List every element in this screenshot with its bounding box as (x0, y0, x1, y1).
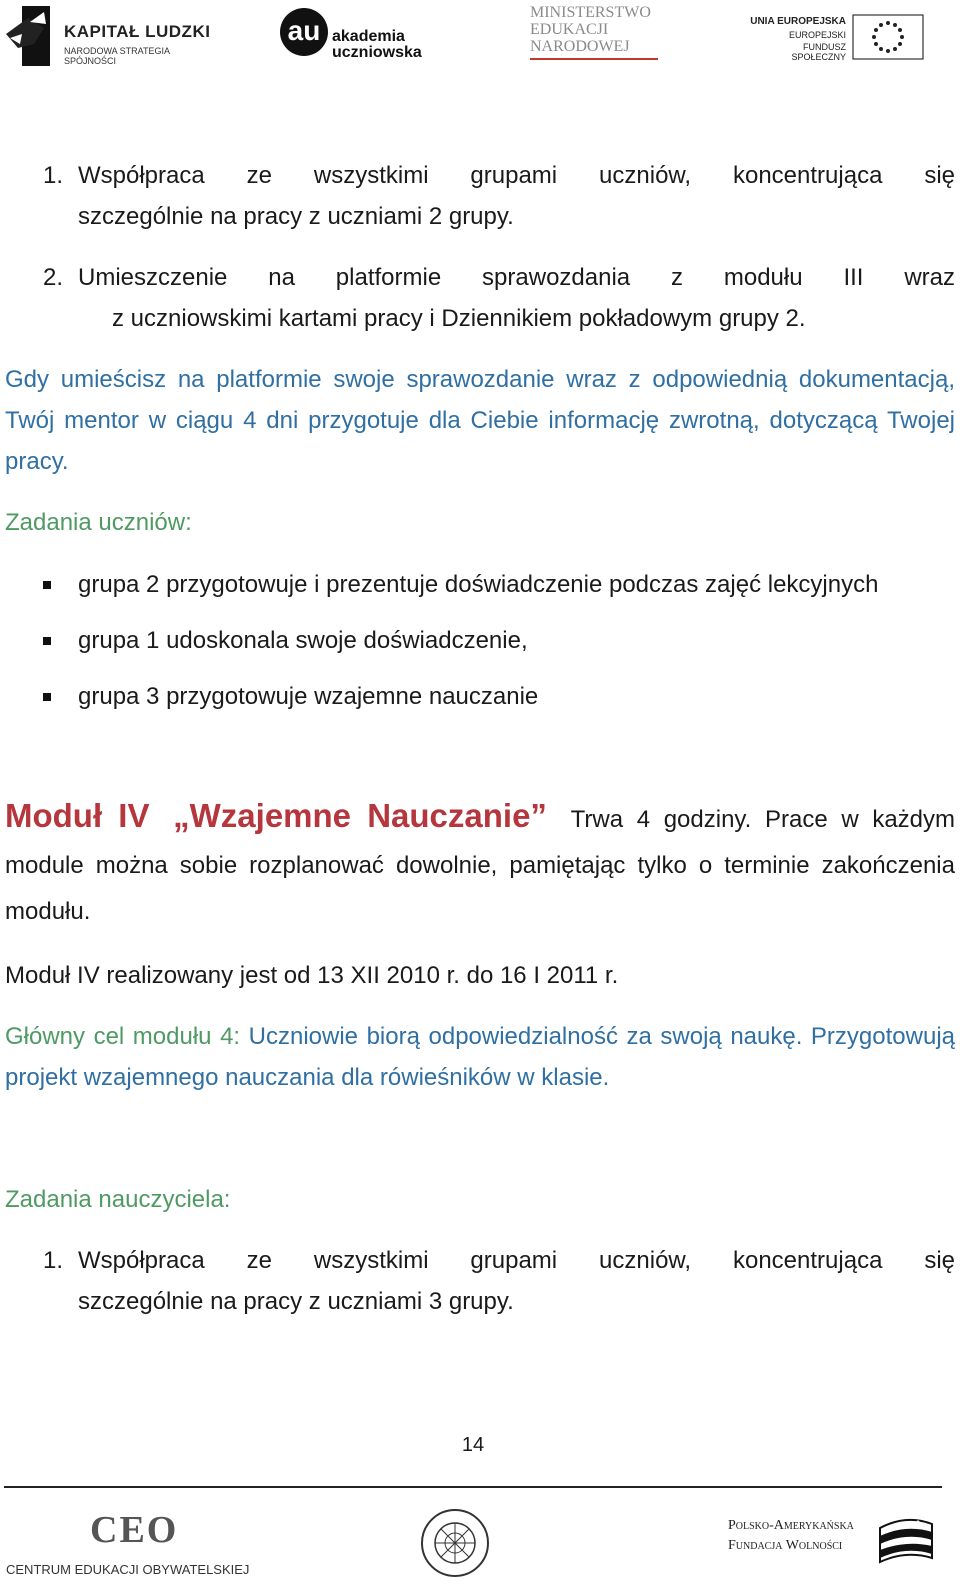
pafw-line2: Fundacja Wolności (728, 1538, 843, 1553)
module-dates: Moduł IV realizowany jest od 13 XII 2010 r. do 16 I 2011 r. (5, 962, 619, 989)
akademia-line2: uczniowska (332, 44, 422, 61)
mentor-note: Gdy umieścisz na platformie swoje sprawozdanie wraz z odpowiednią dokumentacją, Twój mentor w ciągu 4 dni przygotuje dla Ciebie informację zwrotną, dotyczącą Twojej pracy. (5, 366, 955, 475)
list-item-line: szczególnie na pracy z uczniami 3 grupy. (78, 1288, 514, 1315)
module-title: „Wzajemne Nauczanie” (173, 797, 547, 834)
list-number: 1. (43, 162, 64, 189)
kapital-ludzki-title: KAPITAŁ LUDZKI (64, 22, 211, 41)
teacher-tasks-heading: Zadania nauczyciela: (5, 1186, 231, 1213)
page-number: 14 (461, 1434, 485, 1456)
bullet-item (5, 679, 955, 715)
kapital-ludzki-emblem-icon (4, 4, 54, 68)
men-divider (530, 58, 658, 60)
list-item-line: Umieszczenie na platformie sprawozdania z modułu III wraz (78, 264, 955, 291)
bullet-icon (43, 581, 51, 589)
footer-divider (4, 1486, 942, 1488)
ceo-logo (6, 1508, 250, 1588)
akademia-mark: au (280, 8, 328, 56)
pafw-logo (728, 1514, 938, 1574)
men-line3: NARODOWEJ (530, 38, 630, 55)
ceo-mark: CEO (90, 1509, 179, 1551)
list-item-line: z uczniowskimi kartami pracy i Dziennikiem pokładowym grupy 2. (112, 305, 806, 332)
men-line2: EDUKACJI (530, 21, 609, 38)
page-header (0, 0, 960, 80)
akademia-uczniowska-logo (280, 8, 440, 70)
module-goal-label: Główny cel modułu 4: (5, 1023, 241, 1050)
page-content (5, 155, 955, 1322)
eu-flag-icon (852, 14, 924, 60)
kapital-ludzki-logo (4, 4, 224, 70)
list-item-line: Współpraca ze wszystkimi grupami uczniów, koncentrująca się (78, 162, 955, 189)
module-description: Trwa 4 godziny. Prace w każdym module można sobie rozplanować dowolnie, pamiętając tylko o terminie zakończenia modułu. (5, 806, 956, 925)
ue-line3: FUNDUSZ SPOŁECZNY (791, 42, 846, 62)
bullet-text: grupa 2 przygotowuje i prezentuje doświadczenie podczas zajęć lekcyjnych (78, 571, 879, 598)
bullet-text: grupa 3 przygotowuje wzajemne nauczanie (78, 683, 539, 710)
page-footer (0, 1508, 960, 1592)
ue-line2: EUROPEJSKI (788, 30, 846, 40)
bullet-item (5, 567, 955, 603)
list-item (5, 1240, 955, 1322)
bullet-item (5, 623, 955, 659)
student-tasks-heading: Zadania uczniów: (5, 509, 192, 536)
list-item-line: szczególnie na pracy z uczniami 2 grupy. (78, 203, 514, 230)
module-goal (5, 1016, 955, 1098)
pafw-line1: Polsko-Amerykańska (728, 1518, 854, 1533)
ceo-name: CENTRUM EDUKACJI OBYWATELSKIEJ (6, 1562, 250, 1577)
list-item (5, 155, 955, 237)
men-logo (530, 4, 670, 66)
module-intro (5, 793, 955, 935)
list-item (5, 257, 955, 339)
molecular-institute-seal-icon (420, 1508, 490, 1578)
akademia-line1: akademia (332, 28, 405, 45)
ue-line1: UNIA EUROPEJSKA (750, 16, 846, 27)
module-label: Moduł IV (5, 797, 150, 834)
kapital-ludzki-subtitle: NARODOWA STRATEGIA SPÓJNOŚCI (64, 46, 170, 66)
list-number: 2. (43, 264, 64, 291)
men-line1: MINISTERSTWO (530, 4, 651, 21)
bullet-icon (43, 637, 51, 645)
list-number: 1. (43, 1247, 64, 1274)
bullet-icon (43, 693, 51, 701)
unia-europejska-logo (748, 14, 928, 62)
bullet-text: grupa 1 udoskonala swoje doświadczenie, (78, 627, 528, 654)
list-item-line: Współpraca ze wszystkimi grupami uczniów, koncentrująca się (78, 1247, 955, 1274)
module-goal-text: Uczniowie biorą odpowiedzialność za swoją naukę. Przygotowują projekt wzajemnego nauczania dla rówieśników w klasie. (5, 1023, 955, 1091)
pafw-flag-icon (878, 1514, 934, 1564)
